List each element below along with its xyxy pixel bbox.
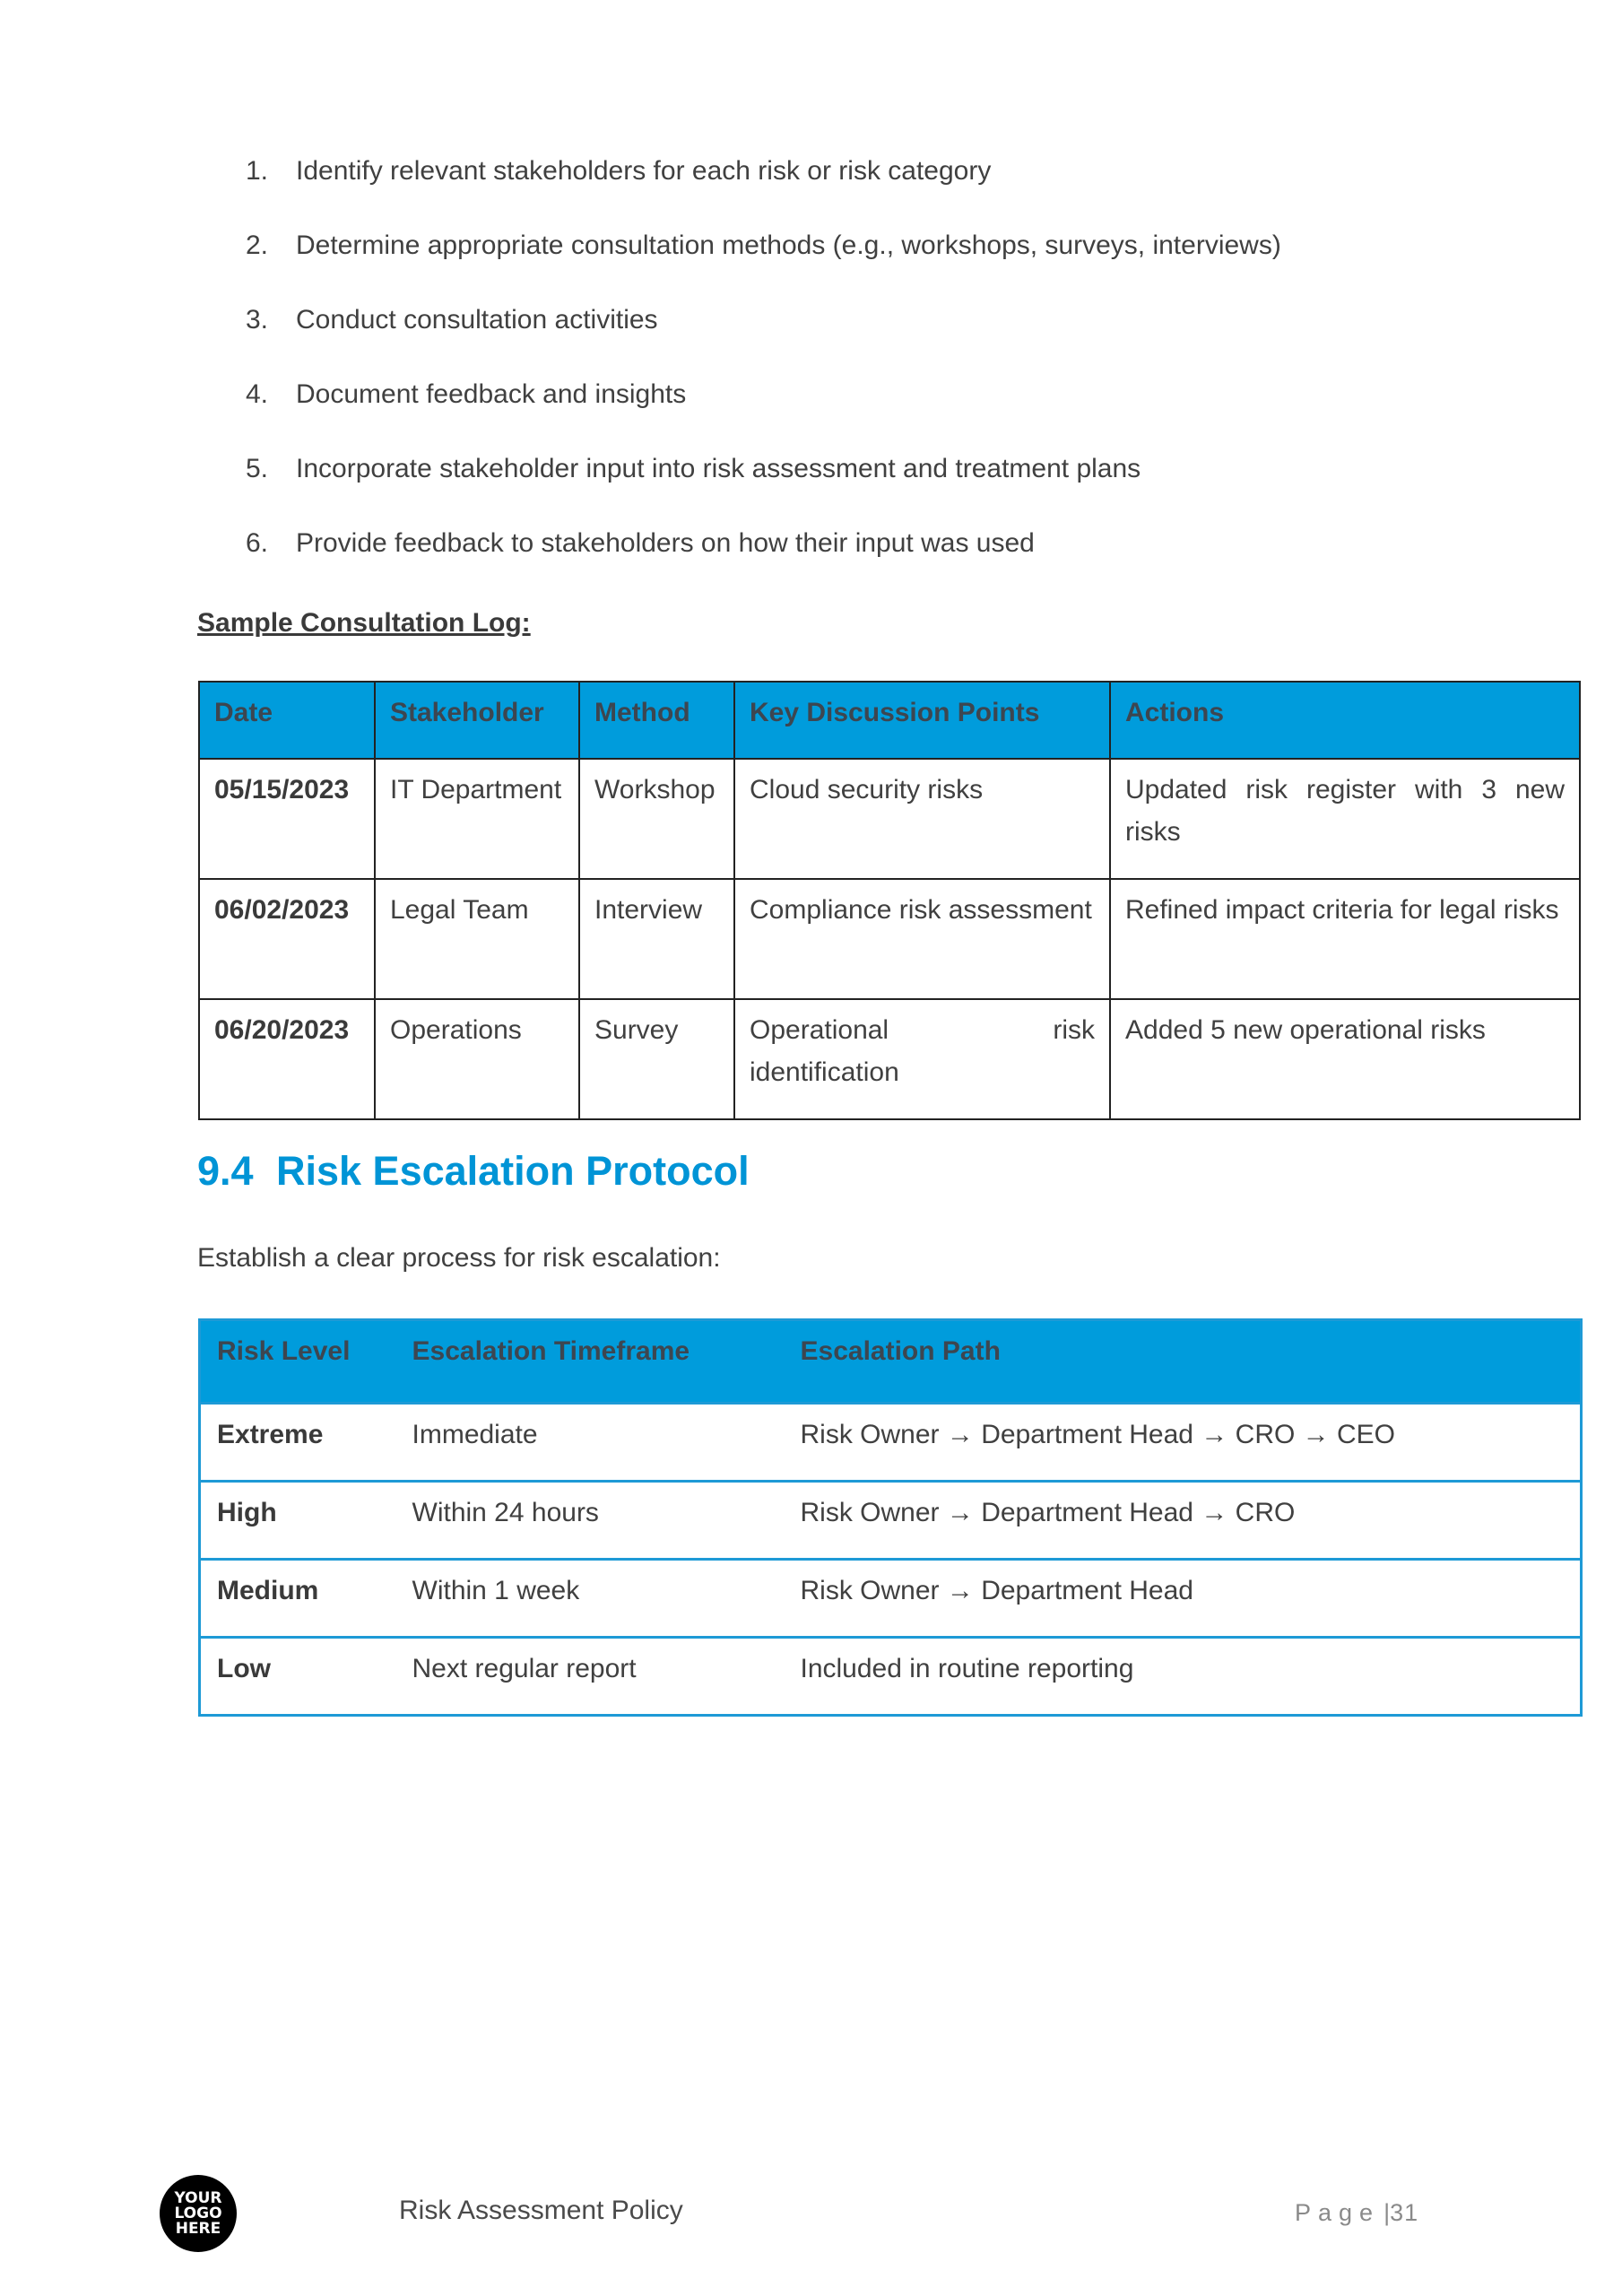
header-actions: Actions xyxy=(1110,682,1580,759)
table-row xyxy=(200,1560,1582,1638)
cell-timeframe: Within 24 hours xyxy=(396,1482,785,1560)
list-item-2: 2. Determine appropriate consultation methods (e.g., workshops, surveys, interviews) xyxy=(246,230,1281,260)
cell-timeframe: Next regular report xyxy=(396,1638,785,1716)
header-key-points: Key Discussion Points xyxy=(734,682,1110,759)
section-intro: Establish a clear process for risk escalation: xyxy=(197,1243,721,1273)
cell-path: Risk Owner → Department Head xyxy=(785,1560,1582,1638)
consultation-log-table xyxy=(198,681,1581,1120)
logo-line: YOUR xyxy=(174,2188,222,2207)
cell-stakeholder: Operations xyxy=(375,999,579,1119)
list-item-6: 6. Provide feedback to stakeholders on how their input was used xyxy=(246,528,1035,558)
cell-points: Cloud security risks xyxy=(734,759,1110,879)
cell-level: Medium xyxy=(200,1560,396,1638)
page-number xyxy=(1295,2199,1418,2227)
cell-points: Operational risk identification xyxy=(734,999,1110,1119)
cell-actions: Refined impact criteria for legal risks xyxy=(1110,879,1580,999)
cell-stakeholder: Legal Team xyxy=(375,879,579,999)
cell-date: 06/20/2023 xyxy=(199,999,375,1119)
page-number-value: 31 xyxy=(1390,2199,1419,2226)
cell-timeframe: Immediate xyxy=(396,1404,785,1482)
header-method: Method xyxy=(579,682,734,759)
cell-level: Low xyxy=(200,1638,396,1716)
cell-path: Included in routine reporting xyxy=(785,1638,1582,1716)
table-row xyxy=(199,999,1580,1119)
cell-actions: Added 5 new operational risks xyxy=(1110,999,1580,1119)
page-label: Page xyxy=(1295,2199,1381,2226)
table-header-row xyxy=(199,682,1580,759)
cell-method: Interview xyxy=(579,879,734,999)
cell-level: Extreme xyxy=(200,1404,396,1482)
section-heading xyxy=(197,1148,750,1195)
cell-level: High xyxy=(200,1482,396,1560)
footer-document-title: Risk Assessment Policy xyxy=(399,2196,683,2225)
logo xyxy=(160,2175,237,2252)
header-risk-level: Risk Level xyxy=(200,1320,396,1404)
cell-date: 05/15/2023 xyxy=(199,759,375,879)
cell-actions: Updated risk register with 3 new risks xyxy=(1110,759,1580,879)
list-item-4: 4. Document feedback and insights xyxy=(246,379,687,409)
header-path: Escalation Path xyxy=(785,1320,1582,1404)
section-number: 9.4 xyxy=(197,1148,254,1194)
table-row xyxy=(199,879,1580,999)
escalation-table xyxy=(198,1318,1583,1717)
header-timeframe: Escalation Timeframe xyxy=(396,1320,785,1404)
cell-timeframe: Within 1 week xyxy=(396,1560,785,1638)
table-row xyxy=(199,759,1580,879)
cell-date: 06/02/2023 xyxy=(199,879,375,999)
table-row xyxy=(200,1638,1582,1716)
cell-method: Workshop xyxy=(579,759,734,879)
cell-path: Risk Owner → Department Head → CRO xyxy=(785,1482,1582,1560)
list-item-3: 3. Conduct consultation activities xyxy=(246,305,658,335)
table-header-row xyxy=(200,1320,1582,1404)
cell-points: Compliance risk assessment xyxy=(734,879,1110,999)
consultation-log-title: Sample Consultation Log: xyxy=(197,608,531,638)
table-row xyxy=(200,1482,1582,1560)
cell-method: Survey xyxy=(579,999,734,1119)
table-row xyxy=(200,1404,1582,1482)
list-item-5: 5. Incorporate stakeholder input into risk assessment and treatment plans xyxy=(246,454,1141,483)
cell-stakeholder: IT Department xyxy=(375,759,579,879)
header-date: Date xyxy=(199,682,375,759)
logo-line: LOGO xyxy=(174,2204,222,2222)
cell-path: Risk Owner → Department Head → CRO → CEO xyxy=(785,1404,1582,1482)
page-separator: | xyxy=(1383,2199,1391,2226)
header-stakeholder: Stakeholder xyxy=(375,682,579,759)
list-item-1: 1. Identify relevant stakeholders for each risk or risk category xyxy=(246,156,992,186)
logo-line: HERE xyxy=(175,2219,221,2238)
section-title: Risk Escalation Protocol xyxy=(276,1148,750,1194)
